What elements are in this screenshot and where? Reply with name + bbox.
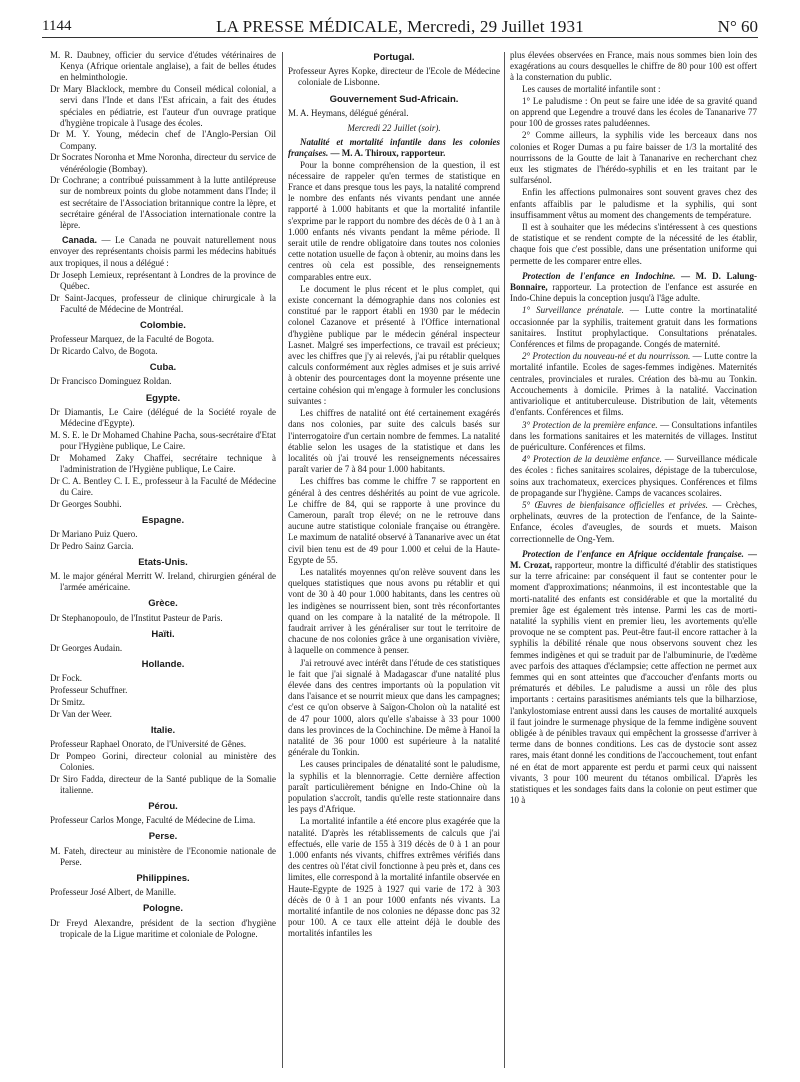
journal-title: LA PRESSE MÉDICALE, Mercredi, 29 Juillet 1931 — [216, 17, 584, 36]
indochine-title: Protection de l'enfance en Indochine. — [522, 270, 676, 281]
country-heading-egypte: Egypte. — [145, 392, 181, 404]
indochine-text: rapporteur. La protection de l'enfance est assurée en Indo-Chine depuis la conception jusqu'à l'âge adulte. — [510, 282, 757, 304]
delegate-entry: Dr C. A. Bentley C. I. E., professeur à la Faculté de Médecine du Caire. — [50, 475, 276, 497]
afrique-paragraph — [510, 549, 757, 807]
delegate-entry: Professeur Raphael Onorato, de l'Université de Gênes. — [50, 738, 247, 749]
delegate-entry: M. R. Daubney, officier du service d'études vétérinaires de Kenya (Afrique orientale anglaise), a fait de belles études en helminthologie. — [50, 50, 276, 83]
delegate-entry: Professeur Ayres Kopke, directeur de l'Ecole de Médecine coloniale de Lisbonne. — [288, 66, 500, 88]
report-heading — [288, 137, 500, 159]
country-heading-sud-africain: Gouvernement Sud-Africain. — [329, 93, 459, 105]
delegate-entry: Professeur Schuffner. — [50, 685, 128, 696]
report-paragraph: Les causes principales de dénatalité sont le paludisme, la syphilis et la blennorragie. Cette dernière affection paraît particulièrement bénigne en Indo-Chine où la population s'accroît, tandis qu'elle reste stationnaire dans les pays d'Afrique. — [288, 759, 500, 815]
delegate-entry: Dr Fock. — [50, 673, 82, 684]
report-title: Natalité et mortalité infantile dans les colonies françaises. — [288, 137, 500, 159]
issue-number: N° 60 — [717, 17, 758, 36]
list-item: 1° Surveillance prénatale. — Lutte contre la mortinatalité occasionnée par la syphilis, traitement gratuit dans les formations sanitaires. Institut prophylactique. Consultations prénatales. Conférences et films de propagande. Congés de maternité. — [510, 305, 757, 350]
page-header — [42, 16, 758, 38]
report-paragraph: J'ai retrouvé avec intérêt dans l'étude de ces statistiques le fait que j'ai signalé à Madagascar d'une natalité plus élevée dans des centres importants où la population vit dans l'aisance et se nourrit mieux que dans les campagnes; c'est ce qu'on observe à Saïgon-Cholon où la natalité est de 47 pour 1000, alors qu'elle s'abaisse à 33 pour 1000 dans les provinces de la Cochinchine. De même à Hanoï la natalité de 36 pour 1000 est supérieure à la natalité générale du Tonkin. — [288, 657, 500, 758]
delegate-entry: Professeur José Albert, de Manille. — [50, 887, 176, 898]
delegate-entry: Dr Ricardo Calvo, de Bogota. — [50, 346, 158, 357]
delegate-entry: Dr Francisco Dominguez Roldan. — [50, 376, 172, 387]
report-author: — M. A. Thiroux, rapporteur. — [328, 148, 446, 159]
list-item: 4° Protection de la deuxième enfance. — Surveillance médicale des écoles : fiches sanitaires scolaires, dépistage de la tuberculose, soins aux trachomateux, exercices physiques. Conférences et films de propagande sur l'hygiène. Camps de vacances scolaires. — [510, 454, 757, 498]
report-paragraph: Le document le plus récent et le plus complet, qui existe concernant la démographie dans nos colonies est constitué par le rapport établi en 1930 par le médecin colonel Cazanove et présenté à l'Office international d'hygiène publique par le médecin général inspecteur Lasnet. Malgré ses imperfections, ce travail est précieux; avec les chiffres que j'y ai relevés, j'ai pu rétablir quelques calculs conformément aux règles admises et je suis arrivé à obtenir des pourcentages dont la moyenne présente une certaine cohésion qui m'engage à formuler les conclusions suivantes : — [288, 283, 500, 406]
country-heading-hollande: Hollande. — [141, 659, 185, 671]
report-paragraph: La mortalité infantile a été encore plus exagérée que la natalité. D'après les rétablissements de calculs que j'ai effectués, elle varie de 155 à 319 décès de 0 à 1 an pour 1.000 enfants nés vivants, chiffres extrêmes vérifiés dans des centres où l'état civil fonctionne à peu près et, dans ces limites, elle correspond à la mortalité infantile observée en Haute-Egypte de 1925 à 1927 qui varie de 172 à 303 décès de 0 à 1 an pour 1000 enfants nés vivants. La mortalité infantile de nos colonies ne dépasse donc pas 32 pour 100. A ce taux elle atteint déjà le double des mortalités infantiles les — [288, 816, 500, 939]
delegate-entry: Dr Socrates Noronha et Mme Noronha, directeur du service de vénéréologie (Bombay). — [50, 152, 276, 174]
report-paragraph: Il est à souhaiter que les médecins s'intéressent à ces questions de statistique et se rendent compte de la nécessité de les établir, chaque fois que c'est possible, dans une présentation uniforme qui permette de les comparer entre elles. — [510, 222, 757, 266]
delegate-entry: Dr Pompeo Gorini, directeur colonial au ministère des Colonies. — [50, 750, 276, 772]
delegate-entry: Professeur Marquez, de la Faculté de Bogota. — [50, 334, 214, 345]
delegate-entry: Dr Mariano Puiz Quero. — [50, 528, 138, 539]
country-heading-espagne: Espagne. — [141, 514, 185, 526]
report-paragraph: Pour la bonne compréhension de la question, il est nécessaire de rappeler qu'en termes de statistique en France et dans presque tous les pays, la natalité comprend le nombre des enfants nés vivants pendant une année rapporté à 1.000 habitants et que la mortalité infantile s'exprime par le rapport du nombre des décès de 0 à 1 an à 1.000 enfants nés vivants pendant la même période. Il serait utile de rendre obligatoire dans toutes nos colonies cette notation usuelle de façon à obtenir, au moins dans les centres où cela est possible, des renseignements comparables entre eux. — [288, 159, 500, 282]
column-divider-2 — [504, 52, 505, 1068]
session-date: Mercredi 22 Juillet (soir). — [347, 123, 441, 134]
afrique-author: — M. Crozat, — [510, 548, 757, 570]
page-number: 1144 — [42, 18, 72, 34]
report-paragraph: 1° Le paludisme : On peut se faire une idée de sa gravité quand on apprend que Legendre a trouvé dans les écoles de Tananarive 77 pour 100 de grosses rates paludéennes. — [510, 95, 757, 129]
report-paragraph: Enfin les affections pulmonaires sont souvent graves chez des enfants affaiblis par le paludisme et la syphilis, qui sont insuffisamment vêtus au moment des changements de température. — [510, 187, 757, 220]
column-3 — [510, 50, 757, 1072]
country-heading-etats-unis: Etats-Unis. — [138, 556, 188, 568]
delegate-entry: Dr Freyd Alexandre, président de la section d'hygiène tropicale de la Ligue maritime et coloniale de Pologne. — [50, 917, 276, 939]
delegate-entry: M. Fateh, directeur au ministère de l'Economie nationale de Perse. — [50, 845, 276, 867]
column-1 — [50, 50, 276, 1072]
delegate-entry: Professeur Carlos Monge, Faculté de Médecine de Lima. — [50, 815, 256, 826]
country-heading-perse: Perse. — [148, 831, 178, 843]
delegate-entry: M. le major général Merritt W. Ireland, chirurgien général de l'armée américaine. — [50, 571, 276, 593]
delegate-entry: Dr Georges Audain. — [50, 643, 123, 654]
column-divider-1 — [282, 52, 283, 1068]
report-paragraph: Les chiffres de natalité ont été certainement exagérés dans nos colonies, par suite des calculs basés sur l'interrogatoire d'un certain nombre de femmes. La natalité établie selon les usages de la statistique et dans les localités où j'ai trouvé les renseignements nécessaires paraît varier de 7 à 84 pour 1.000 habitants. — [288, 408, 500, 475]
delegate-entry: Dr Joseph Lemieux, représentant à Londres de la province de Québec. — [50, 269, 276, 292]
country-heading-italie: Italie. — [150, 724, 176, 736]
report-paragraph: Les causes de mortalité infantile sont : — [522, 83, 661, 94]
indochine-intro — [510, 271, 757, 305]
canada-paragraph — [50, 235, 276, 269]
delegate-entry: Dr Pedro Sainz Garcia. — [50, 540, 134, 551]
list-item: 2° Protection du nouveau-né et du nourrisson. — Lutte contre la mortalité infantile. Ecoles de sages-femmes indigènes. Maternités centrales, provinciales et rurales. Création des bà-mu au Tonkin. Accouchements à domicile. Primes à la natalité. Vaccination antivariolique et antituberculeuse. Distribution de lait, vêtements d'enfants. Conférences et films. — [510, 351, 757, 418]
country-heading-philippines: Philippines. — [136, 873, 190, 884]
delegate-entry: Dr Cochrane; a contribué puissamment à la lutte antilépreuse sur de nombreux points du globe notamment dans l'Inde; il est secrétaire de l'Association britannique contre la lèpre, et secrétaire général de l'Association internationale contre la lèpre. — [50, 175, 276, 231]
delegate-entry: Dr Van der Weer. — [50, 708, 112, 719]
indochine-author: — M. D. Lalung-Bonnaire, — [510, 270, 757, 293]
report-paragraph: Les chiffres bas comme le chiffre 7 se rapportent en général à des centres déshérités au point de vue agricole. Le chiffre de 84, qui se rapporte à une province du Cameroun, paraît trop élevé; on ne le retrouve dans aucune autre statistique coloniale française ou étrangère. Le maximum de natalité observé à Tananarive avec un état civil bien tenu est de 49 pour 1.000 et celui de la Haute-Egypte de 55. — [288, 476, 500, 565]
column-2 — [288, 50, 500, 1072]
report-paragraph: 2° Comme ailleurs, la syphilis vide les berceaux dans nos colonies et Roger Dumas a pu faire baisser de 1/3 la mortalité des nourrissons de la Goutte de lait à Tananarive en recherchant chez eux les stigmates de l'hérédo-syphilis et en les traitant par le sulfarsénol. — [510, 130, 757, 186]
country-heading-colombie: Colombie. — [140, 320, 186, 332]
delegate-entry: Dr Diamantis, Le Caire (délégué de la Société royale de Médecine d'Egypte). — [50, 406, 276, 429]
country-heading-canada: Canada. — [62, 235, 98, 246]
afrique-text: rapporteur, montre la difficulté d'établir des statistiques sur la terre africaine: par conséquent il faut se contenter pour le moment d'approximations; néanmoins, il est incontestable que la morti-natalité des enfants est considérable et que la mortalité du premier âge est également très intense. Parmi les cas de morti-natalité la syphilis vient en premier lieu, les avortements qu'elle provoque ne se comptent pas. Peut-être faut-il encore rattacher à la syphilis la débilité rénale que nous observons souvent chez les femmes indigènes et qui se traduit par de l'albuminurie, de l'œdème avec parfois des attaques d'éclampsie; cette affection ne permet aux femmes qui en sont atteintes que d'accoucher d'enfants morts ou prématurés et débiles. Le paludisme a aussi un rôle des plus importants : certains parasitismes anémiants tels que la bilharziose, l'ankylostomiase entrent aussi dans les causes de mortalité auxquels il faut joindre le surmenage physique de la femme indigène souvent obligée à de pénibles travaux qui empêchent la grossesse d'arriver à terme dans de bonnes conditions. Les cas de dystocie sont assez rares, mais étant donné les conditions de l'accouchement, tout enfant né en état de mort apparente est perdu et parmi ceux qui naissent vivants, 3 pour 100 meurent du tétanos ombilical. D'après les statistiques et les sondages faits dans la colonie on peut estimer que 10 à — [510, 559, 757, 806]
afrique-title: Protection de l'enfance en Afrique occidentale française. — [522, 548, 744, 559]
delegate-entry: Dr Smitz. — [50, 696, 85, 707]
delegate-entry: Dr Saint-Jacques, professeur de clinique chirurgicale à la Faculté de Médecine de Montréal. — [50, 292, 276, 314]
country-heading-perou: Pérou. — [148, 800, 178, 812]
country-heading-grece: Grèce. — [148, 598, 178, 610]
delegate-entry: M. A. Heymans, délégué général. — [288, 107, 409, 118]
report-paragraph: Les natalités moyennes qu'on relève souvent dans les quelques statistiques que nous avons pu rétablir et qui vont de 30 à 40 pour 1.000 habitants, dans les centres où les indigènes se nourrissent bien, sont très réconfortantes quand on les compare à la natalité de la métropole. Il faudrait arriver à les généraliser sur tout le territoire de chacune de nos colonies grâce à une organisation vivière, à laquelle on commence à penser. — [288, 566, 500, 656]
delegate-entry: Dr Georges Soubhi. — [50, 498, 122, 509]
delegate-entry: Dr M. Y. Young, médecin chef de l'Anglo-Persian Oil Company. — [50, 129, 276, 151]
country-heading-haiti: Haïti. — [151, 628, 175, 640]
delegate-entry: Dr Mary Blacklock, membre du Conseil médical colonial, a servi dans l'Inde et dans l'Est africain, a fait des études spéciales en pédiatrie, est l'auteur d'un ouvrage pratique d'hygiène tropicale à l'usage des écoles. — [50, 84, 276, 128]
indochine-list — [510, 305, 757, 544]
delegate-entry: M. S. E. le Dr Mohamed Chahine Pacha, sous-secrétaire d'Etat pour l'Hygiène publique, Le Caire. — [50, 429, 276, 451]
list-item: 5° Œuvres de bienfaisance officielles et privées. — Crèches, orphelinats, œuvres de la protection de l'enfance, de la Sainte-Enfance, écoles d'aveugles, de sourds et muets. Maison correctionnelle de Ong-Yem. — [510, 499, 757, 544]
delegate-entry: Dr Stephanopoulo, de l'Institut Pasteur de Paris. — [50, 612, 223, 623]
delegate-entry: Dr Siro Fadda, directeur de la Santé publique de la Somalie italienne. — [50, 773, 276, 795]
report-paragraph: plus élevées observées en France, mais nous sommes bien loin des exagérations au cours desquelles le chiffre de 80 pour 100 est offert à la consternation du public. — [510, 50, 757, 83]
country-heading-portugal: Portugal. — [373, 52, 415, 63]
country-heading-pologne: Pologne. — [142, 903, 184, 915]
list-item: 3° Protection de la première enfance. — Consultations infantiles dans les formations sanitaires et les maternités de villages. Institut de puériculture. Conférences et films. — [510, 419, 757, 452]
country-heading-cuba: Cuba. — [149, 362, 177, 374]
delegate-entry: Dr Mohamed Zaky Chaffei, secrétaire technique à l'administration de l'Hygiène publique, Le Caire. — [50, 452, 276, 474]
canada-text: — Le Canada ne pouvait naturellement nous envoyer des représentants choisis parmi les médecins habitués aux tropiques, il nous a délégué : — [50, 235, 276, 268]
